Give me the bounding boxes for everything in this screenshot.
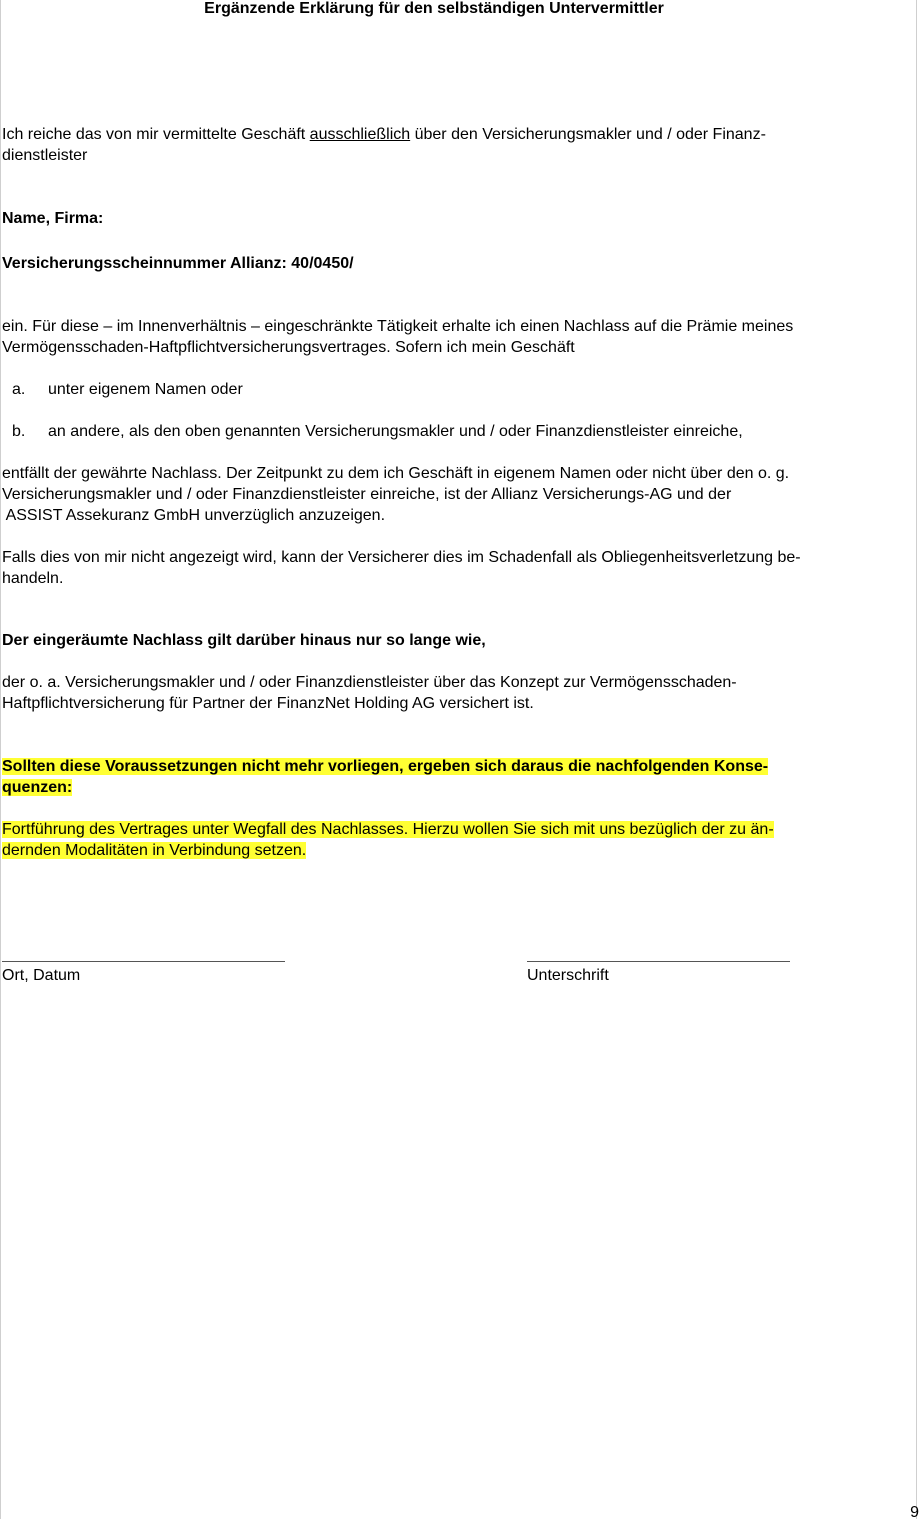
highlighted-paragraph-line-2 [2,840,306,861]
paragraph-2-line-3: ASSIST Assekuranz GmbH unverzüglich anzuzeigen. [2,507,386,524]
page-number: 9 [910,1504,919,1521]
document-title: Ergänzende Erklärung für den selbständigen Untervermittler [204,0,664,17]
highlighted-consequence-heading-line-1 [2,756,768,777]
highlight-text-2: dernden Modalitäten in Verbindung setzen. [2,842,307,859]
paragraph-4-line-1: der o. a. Versicherungsmakler und / oder Finanzdienstleister über das Konzept zur Vermögensschaden- [2,674,737,691]
highlighted-consequence-heading-line-2 [2,777,72,798]
list-letter-a: a. [12,381,26,398]
signature-label-left: Ort, Datum [2,967,81,984]
intro-line-2: dienstleister [2,147,88,164]
highlight-bold-text-1: Sollten diese Voraussetzungen nicht mehr vorliegen, ergeben sich daraus die nachfolgenden Konse- [2,758,769,775]
intro-text-part2: über den Versicherungsmakler und / oder Finanz- [410,126,766,143]
highlighted-paragraph-line-1 [2,819,774,840]
intro-text-part1: Ich reiche das von mir vermittelte Geschäft [2,126,310,143]
paragraph-3-line-1: Falls dies von mir nicht angezeigt wird, kann der Versicherer dies im Schadenfall als Obliegenheitsverletzung be- [2,549,801,566]
bold-heading: Der eingeräumte Nachlass gilt darüber hinaus nur so lange wie, [2,632,486,649]
list-letter-b: b. [12,423,26,440]
list-item-a [12,379,243,400]
highlight-bold-text-2: quenzen: [2,779,73,796]
signature-line-left [2,961,285,962]
intro-underlined-word: ausschließlich [309,126,411,143]
name-firma-label: Name, Firma: [2,210,104,227]
paragraph-2-line-1: entfällt der gewährte Nachlass. Der Zeitpunkt zu dem ich Geschäft in eigenem Namen oder nicht über den o. g. [2,465,790,482]
signature-line-right [527,961,790,962]
list-text-b: an andere, als den oben genannten Versicherungsmakler und / oder Finanzdienstleister einreiche, [48,423,743,440]
paragraph-1-line-2: Vermögensschaden-Haftpflichtversicherungsvertrages. Sofern ich mein Geschäft [2,339,575,356]
paragraph-3-line-2: handeln. [2,570,64,587]
policy-number-label: Versicherungsscheinnummer Allianz: 40/0450/ [2,255,354,272]
highlight-text-1: Fortführung des Vertrages unter Wegfall des Nachlasses. Hierzu wollen Sie sich mit uns bezüglich der zu än- [2,821,774,838]
signature-label-right: Unterschrift [527,967,609,984]
paragraph-4-line-2: Haftpflichtversicherung für Partner der FinanzNet Holding AG versichert ist. [2,695,534,712]
list-text-a: unter eigenem Namen oder [48,381,243,398]
paragraph-1-line-1: ein. Für diese – im Innenverhältnis – eingeschränkte Tätigkeit erhalte ich einen Nachlass auf die Prämie meines [2,318,794,335]
list-item-b [12,421,743,442]
intro-line-1 [2,124,766,145]
paragraph-2-line-2: Versicherungsmakler und / oder Finanzdienstleister einreiche, ist der Allianz Versicherungs-AG und der [2,486,732,503]
